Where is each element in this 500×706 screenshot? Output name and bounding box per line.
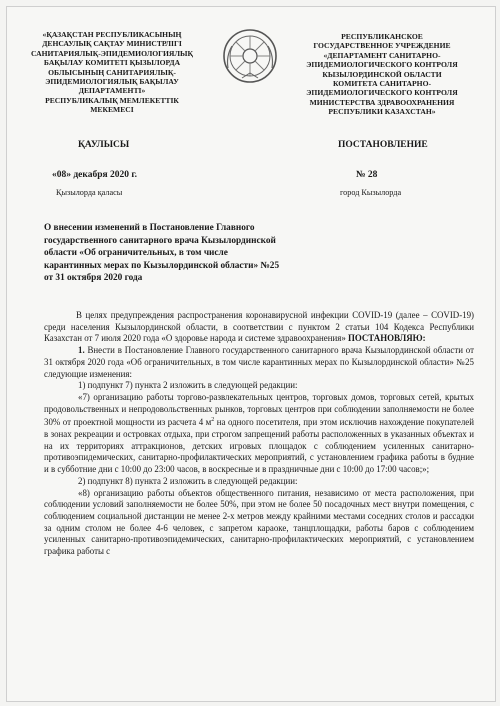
subitem-1: 1) подпункт 7) пункта 2 изложить в следующей редакции: [78, 380, 298, 391]
header-right-line: РЕСПУБЛИКИ КАЗАХСТАН» [328, 107, 436, 117]
header-left-kz [22, 30, 202, 115]
city-ru: город Кызылорда [340, 188, 402, 197]
header-left-line: ДЕНСАУЛЫҚ САҚТАУ МИНИСТРЛІГІ [42, 39, 182, 49]
header-right-line: КОМИТЕТА САНИТАРНО- [332, 79, 432, 89]
quote-7 [44, 392, 474, 476]
header-right-line: КЫЗЫЛОРДИНСКОЙ ОБЛАСТИ [322, 69, 442, 79]
quote-7-sup: 2 [211, 417, 215, 424]
header-right-line: «ДЕПАРТАМЕНТ САНИТАРНО- [323, 50, 441, 60]
header-left-line: ОБЛЫСЫНЫҢ САНИТАРИЯЛЫҚ- [48, 67, 176, 77]
header-right-line: ЭПИДЕМИОЛОГИЧЕСКОГО КОНТРОЛЯ [306, 88, 458, 98]
header-left-line: «ҚАЗАҚСТАН РЕСПУБЛИКАСЫНЫҢ [42, 30, 182, 39]
header-right-line: РЕСПУБЛИКАНСКОЕ [341, 32, 423, 41]
document-title: О внесении изменений в Постановление Главного государственного санитарного врача Кызылординской области «Об ограничительных, в том числе карантинных мерах по Кызылординской области» №25 от 31 октября 2020 года [44, 223, 280, 284]
header-right-ru [288, 32, 476, 117]
title-kz: ҚАУЛЫСЫ [78, 140, 130, 150]
header-left-line: ЭПИДЕМИОЛОГИЯЛЫҚ БАҚЫЛАУ [45, 77, 179, 87]
header-left-line: РЕСПУБЛИКАЛЫҚ МЕМЛЕКЕТТІК [45, 95, 179, 105]
item-1 [44, 345, 474, 380]
document-date: «08» декабря 2020 г. [52, 170, 138, 180]
quote-8: «8) организацию работы объектов общественного питания, независимо от места расположения, при соблюдении условий заполняемости не более 50%, при этом не более 50 посадочных мест внутри помещения, с соблюдением социальной дистанции не менее 2-х метров между крайними местами соседних столов и рассадки за одним столом не более 4-6 человек, с запретом караоке, танцплощадки, работы баров с соблюдением усиленных санитарно-противоэпидемических, санитарно-профилактических мероприятий, с установлением графика работы с [44, 487, 474, 557]
intro-paragraph [44, 310, 474, 345]
intro-text: В целях предупреждения распространения коронавирусной инфекции COVID-19 (далее – COVID-19) среди населения Кызылординской области, в соответствии с пунктом 2 статьи 104 Кодекса Республики Казахстан от 7 июля 2020 года «О здоровье народа и системе здравоохранения» [44, 310, 474, 344]
subitem-2: 2) подпункт 8) пункта 2 изложить в следующей редакции: [78, 475, 298, 486]
header-left-line: САНИТАРИЯЛЫҚ-ЭПИДЕМИОЛОГИЯЛЫҚ [30, 48, 193, 58]
quote-7-b: на одного посетителя, при этом исключив нахождение покупателей в зонах рекреации и островках отдыха, при строгом запрещений работы расположенных в указанных объектах и на их территориях аттракционов, детских игровых площадок с соблюдением усиленных санитарно-противоэпидемических, санитарно-профилактических мероприятий, с установлением графика работы в будние и в субботние дни с 10:00 до 23:00 часов, в воскресные и в праздничные дни с 10:00 до 17:00 часов;»; [44, 417, 474, 475]
header-right-line: МИНИСТЕРСТВА ЗДРАВООХРАНЕНИЯ [309, 97, 455, 107]
city-kz: Қызылорда қаласы [56, 188, 123, 197]
header-left-line: ДЕПАРТАМЕНТІ» [78, 86, 146, 96]
header-left-line: МЕКЕМЕСІ [90, 105, 134, 115]
quote-7-a: «7) организацию работы торгово-развлекательных центров, торговых домов, торговых сетей, крытых продовольственных и непродовольственных рынков, торговых центров при соблюдении заполняемости не более 30% от проектной мощности из расчета 4 м [44, 391, 474, 428]
item-1-number: 1. [78, 345, 85, 356]
kazakhstan-emblem-icon [222, 28, 278, 84]
document-number: № 28 [356, 170, 378, 180]
header-left-line: БАҚЫЛАУ КОМИТЕТІ ҚЫЗЫЛОРДА [43, 58, 181, 68]
header-right-line: ЭПИДЕМИОЛОГИЧЕСКОГО КОНТРОЛЯ [306, 60, 458, 70]
resolve-text: ПОСТАНОВЛЯЮ: [347, 333, 426, 344]
document-body [44, 310, 474, 558]
item-1-text: Внести в Постановление Главного государственного санитарного врача Кызылординской области от 31 октября 2020 года «Об ограничительных, в том числе карантинных мерах по Кызылординской области» №25 следующие изменения: [44, 345, 474, 379]
title-ru: ПОСТАНОВЛЕНИЕ [338, 140, 428, 150]
header-right-line: ГОСУДАРСТВЕННОЕ УЧРЕЖДЕНИЕ [313, 41, 451, 51]
